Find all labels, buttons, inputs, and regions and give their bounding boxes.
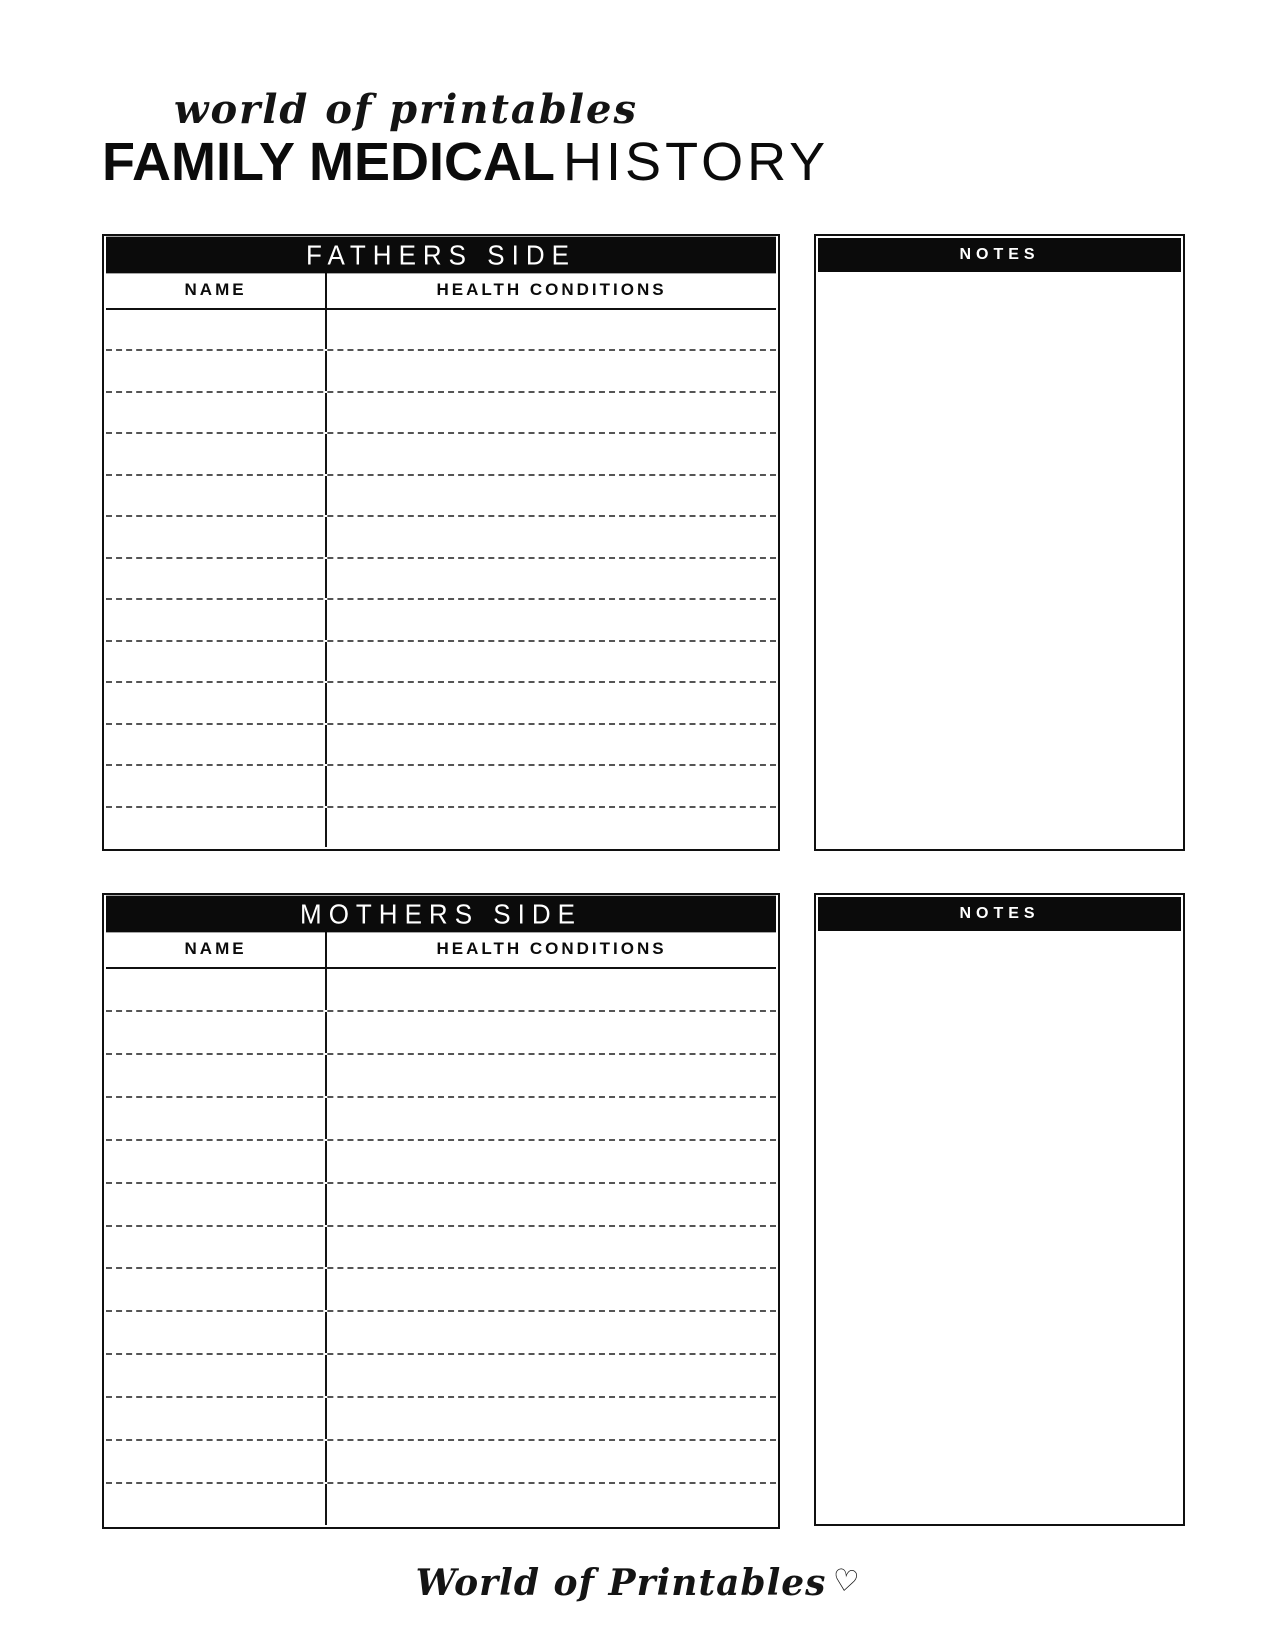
name-cell [106, 310, 327, 349]
health-conditions-cell [327, 1227, 776, 1268]
fathers-notes-panel [814, 234, 1185, 851]
name-cell [106, 642, 327, 681]
table-row [106, 393, 776, 434]
name-cell [106, 1055, 327, 1096]
health-conditions-cell [327, 808, 776, 847]
table-row [106, 725, 776, 766]
health-conditions-cell [327, 517, 776, 556]
health-conditions-cell [327, 1141, 776, 1182]
table-row [106, 683, 776, 724]
page-title-bold: FAMILY MEDICAL [102, 132, 556, 192]
name-cell [106, 808, 327, 847]
name-cell [106, 600, 327, 639]
heart-icon: ♡ [830, 1562, 862, 1601]
table-row [106, 1098, 776, 1141]
fathers-side-table [102, 234, 780, 851]
table-row [106, 642, 776, 683]
name-cell [106, 1269, 327, 1310]
table-row [106, 476, 776, 517]
health-conditions-cell [327, 351, 776, 390]
name-cell [106, 1398, 327, 1439]
fathers-column-headers [106, 272, 776, 310]
table-row [106, 1012, 776, 1055]
name-cell [106, 683, 327, 722]
table-row [106, 1484, 776, 1525]
table-row [106, 1227, 776, 1270]
notes-writing-area [816, 272, 1183, 849]
fathers-side-header-bar: FATHERS SIDE [106, 237, 776, 274]
table-row [106, 766, 776, 807]
health-conditions-cell [327, 310, 776, 349]
health-conditions-cell [327, 1355, 776, 1396]
table-row [106, 434, 776, 475]
table-row [106, 1441, 776, 1484]
page-title-light: HISTORY [563, 132, 830, 192]
name-cell [106, 434, 327, 473]
health-conditions-cell [327, 1269, 776, 1310]
table-row [106, 1312, 776, 1355]
name-column-header: NAME [106, 931, 327, 967]
table-row [106, 1184, 776, 1227]
health-conditions-cell [327, 725, 776, 764]
name-cell [106, 766, 327, 805]
health-conditions-cell [327, 1098, 776, 1139]
health-conditions-cell [327, 642, 776, 681]
health-conditions-cell [327, 1484, 776, 1525]
mothers-rows [106, 969, 776, 1525]
health-conditions-cell [327, 600, 776, 639]
health-conditions-cell [327, 766, 776, 805]
page-title [102, 134, 829, 191]
notes-header-bar: NOTES [818, 897, 1181, 931]
mothers-notes-panel [814, 893, 1185, 1526]
health-conditions-cell [327, 1012, 776, 1053]
name-cell [106, 725, 327, 764]
name-cell [106, 1355, 327, 1396]
table-row [106, 1355, 776, 1398]
name-column-header: NAME [106, 272, 327, 308]
health-conditions-cell [327, 559, 776, 598]
health-conditions-cell [327, 476, 776, 515]
health-conditions-column-header: HEALTH CONDITIONS [436, 280, 667, 299]
health-conditions-cell [327, 1312, 776, 1353]
table-row [106, 969, 776, 1012]
health-conditions-cell [327, 969, 776, 1010]
fathers-rows [106, 310, 776, 847]
name-cell [106, 1098, 327, 1139]
brand-script-header: world of printables [174, 86, 638, 133]
table-row [106, 808, 776, 847]
table-row [106, 517, 776, 558]
table-row [106, 1269, 776, 1312]
health-conditions-cell [327, 1398, 776, 1439]
table-row [106, 1398, 776, 1441]
mothers-column-headers [106, 931, 776, 969]
health-conditions-column-header: HEALTH CONDITIONS [436, 939, 667, 958]
table-row [106, 310, 776, 351]
mothers-side-header-bar: MOTHERS SIDE [106, 896, 776, 933]
health-conditions-cell [327, 1441, 776, 1482]
table-row [106, 351, 776, 392]
footer-brand-text: World of Printables [415, 1562, 827, 1604]
table-row [106, 600, 776, 641]
name-cell [106, 517, 327, 556]
name-cell [106, 1227, 327, 1268]
table-row [106, 559, 776, 600]
health-conditions-cell [327, 1184, 776, 1225]
notes-header-bar: NOTES [818, 238, 1181, 272]
name-cell [106, 1012, 327, 1053]
name-cell [106, 1184, 327, 1225]
notes-writing-area [816, 931, 1183, 1524]
name-cell [106, 1141, 327, 1182]
name-cell [106, 1312, 327, 1353]
name-cell [106, 1441, 327, 1482]
table-row [106, 1141, 776, 1184]
table-row [106, 1055, 776, 1098]
name-cell [106, 351, 327, 390]
name-cell [106, 1484, 327, 1525]
name-cell [106, 476, 327, 515]
health-conditions-cell [327, 393, 776, 432]
name-cell [106, 969, 327, 1010]
name-cell [106, 393, 327, 432]
footer-logo [0, 1562, 1275, 1604]
name-cell [106, 559, 327, 598]
health-conditions-cell [327, 1055, 776, 1096]
health-conditions-cell [327, 683, 776, 722]
mothers-side-table [102, 893, 780, 1529]
health-conditions-cell [327, 434, 776, 473]
